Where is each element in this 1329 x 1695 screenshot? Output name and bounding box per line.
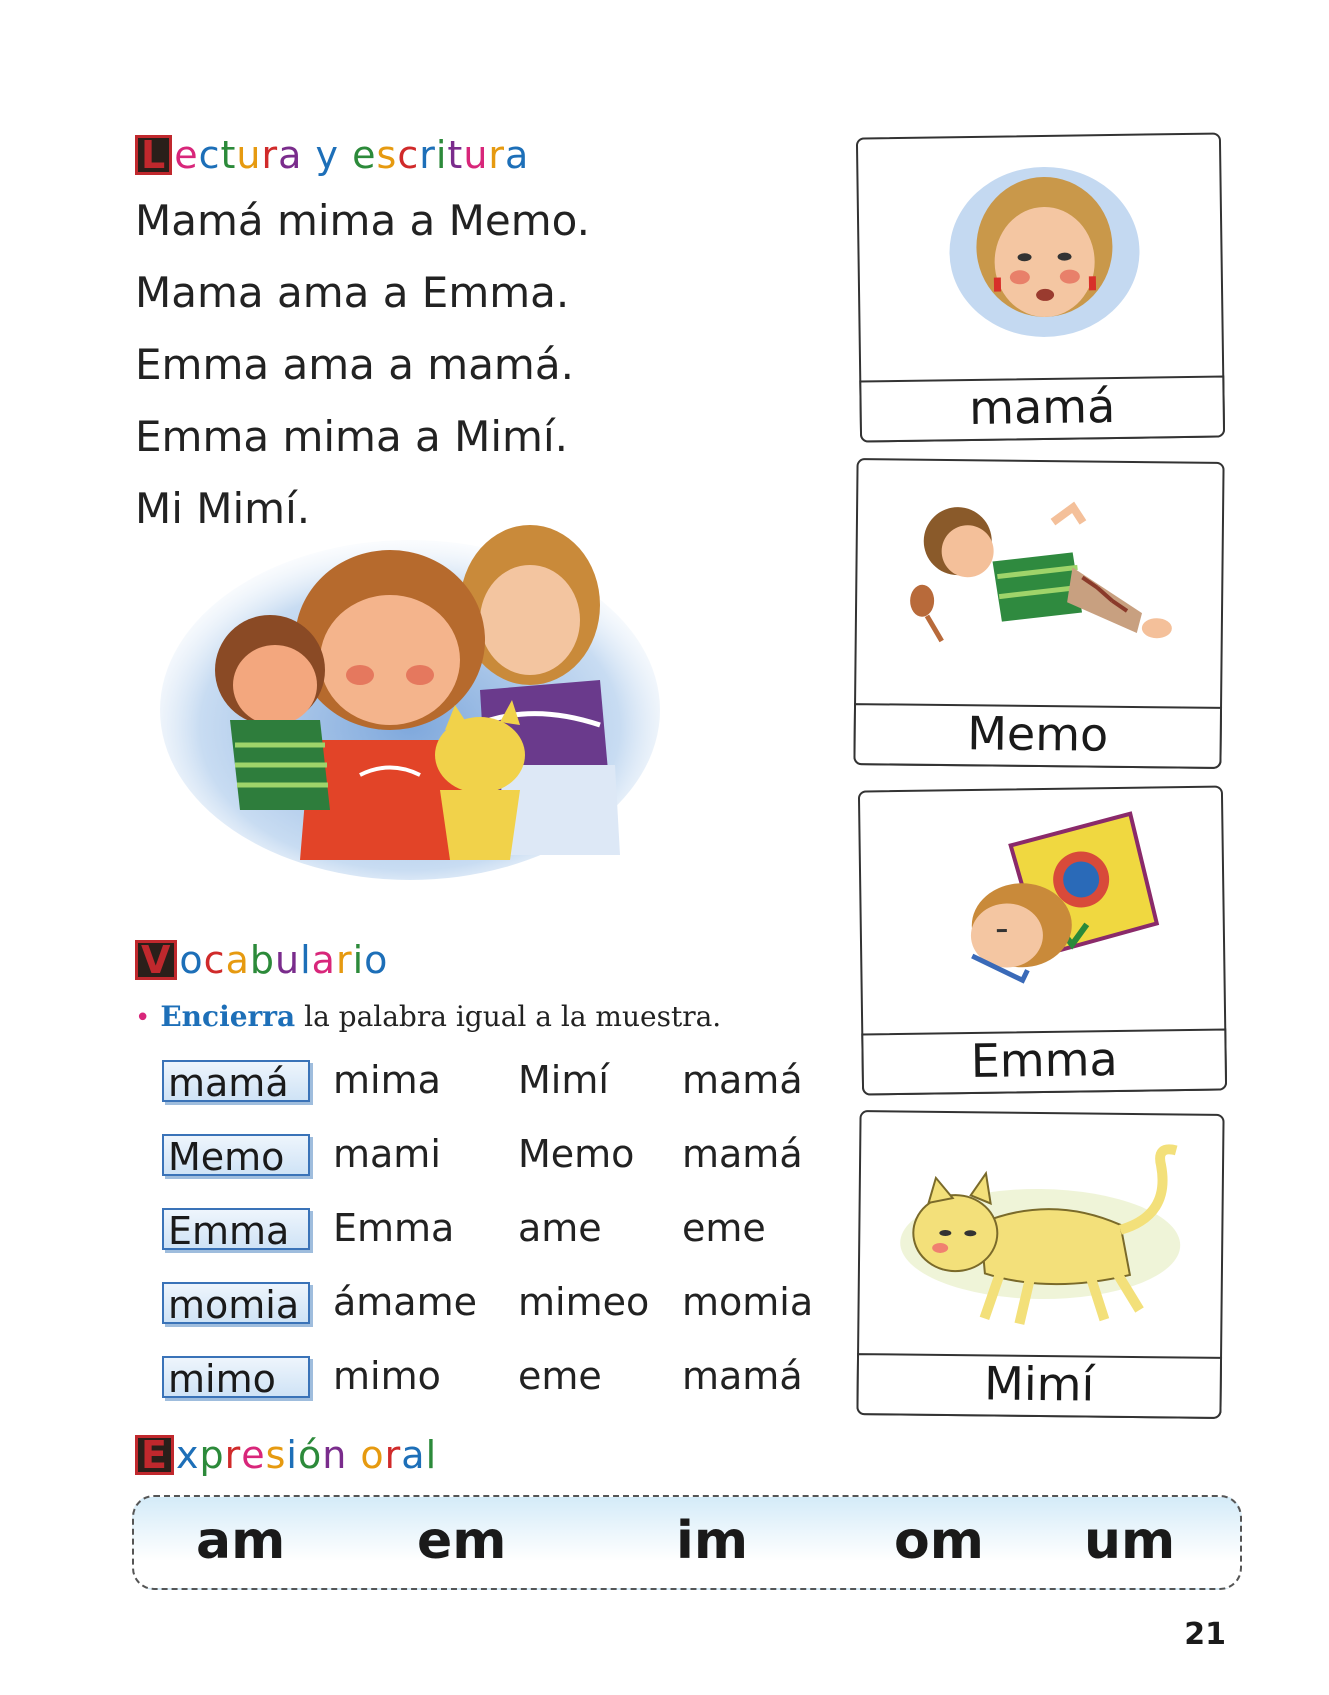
vocab-option[interactable]: eme — [518, 1354, 602, 1398]
vocab-sample: Emma — [162, 1208, 310, 1250]
reading-line: Emma mima a Mimí. — [135, 412, 568, 461]
reading-line: Emma ama a mamá. — [135, 340, 574, 389]
vocab-option[interactable]: Memo — [518, 1132, 635, 1176]
vocab-sample: mimo — [162, 1356, 310, 1398]
syllable: am — [196, 1511, 286, 1571]
vocab-sample: Memo — [162, 1134, 310, 1176]
picture-card-emma — [858, 785, 1227, 1095]
vocab-option[interactable]: mamá — [682, 1058, 803, 1102]
vocab-option[interactable]: mima — [333, 1058, 441, 1102]
cat-icon — [889, 1132, 1191, 1335]
vocab-option[interactable]: ame — [518, 1206, 602, 1250]
reading-line: Mamá mima a Memo. — [135, 196, 590, 245]
syllable: em — [417, 1511, 507, 1571]
syllable: im — [676, 1511, 749, 1571]
vocab-sample: momia — [162, 1282, 310, 1324]
reading-line: Mi Mimí. — [135, 484, 311, 533]
vocab-option[interactable]: mamá — [682, 1132, 803, 1176]
instruction-verb: Encierra — [160, 1000, 296, 1033]
reading-section-title: L ectura y escritura — [135, 133, 529, 177]
picture-card-mimi — [856, 1110, 1224, 1419]
syllable: um — [1084, 1511, 1176, 1571]
picture-card-memo — [853, 458, 1224, 769]
card-label: mamá — [968, 378, 1116, 436]
title-initial: E — [135, 1435, 174, 1475]
vocab-option[interactable]: momia — [682, 1280, 814, 1324]
vocab-option[interactable]: eme — [682, 1206, 766, 1250]
title-initial: V — [135, 940, 177, 980]
bullet-icon: • — [135, 1003, 151, 1033]
vocab-sample: mamá — [162, 1060, 310, 1102]
title-initial: L — [135, 135, 172, 175]
instruction-text: la palabra igual a la muestra. — [304, 1000, 722, 1033]
vocab-option[interactable]: mimo — [333, 1354, 441, 1398]
oral-section-title: E xpresión oral — [135, 1433, 437, 1477]
card-label: Memo — [966, 706, 1109, 762]
instruction — [135, 1000, 721, 1033]
baby-rattle-icon — [896, 481, 1188, 674]
mother-face-icon — [948, 156, 1141, 349]
picture-card-mama — [856, 132, 1225, 442]
card-label: Emma — [970, 1031, 1118, 1089]
card-label: Mimí — [983, 1356, 1095, 1412]
vocab-option[interactable]: mami — [333, 1132, 441, 1176]
family-illustration — [150, 510, 660, 880]
syllable: om — [894, 1511, 984, 1571]
page-number: 21 — [1184, 1617, 1226, 1652]
vocab-section-title: V ocabulario — [135, 938, 388, 982]
reading-line: Mama ama a Emma. — [135, 268, 570, 317]
vocab-option[interactable]: Mimí — [518, 1058, 609, 1102]
syllable-strip — [132, 1495, 1242, 1590]
girl-sleeping-icon — [950, 803, 1163, 1006]
vocab-option[interactable]: mamá — [682, 1354, 803, 1398]
vocab-option[interactable]: mimeo — [518, 1280, 650, 1324]
vocab-option[interactable]: Emma — [333, 1206, 455, 1250]
vocab-option[interactable]: ámame — [333, 1280, 477, 1324]
